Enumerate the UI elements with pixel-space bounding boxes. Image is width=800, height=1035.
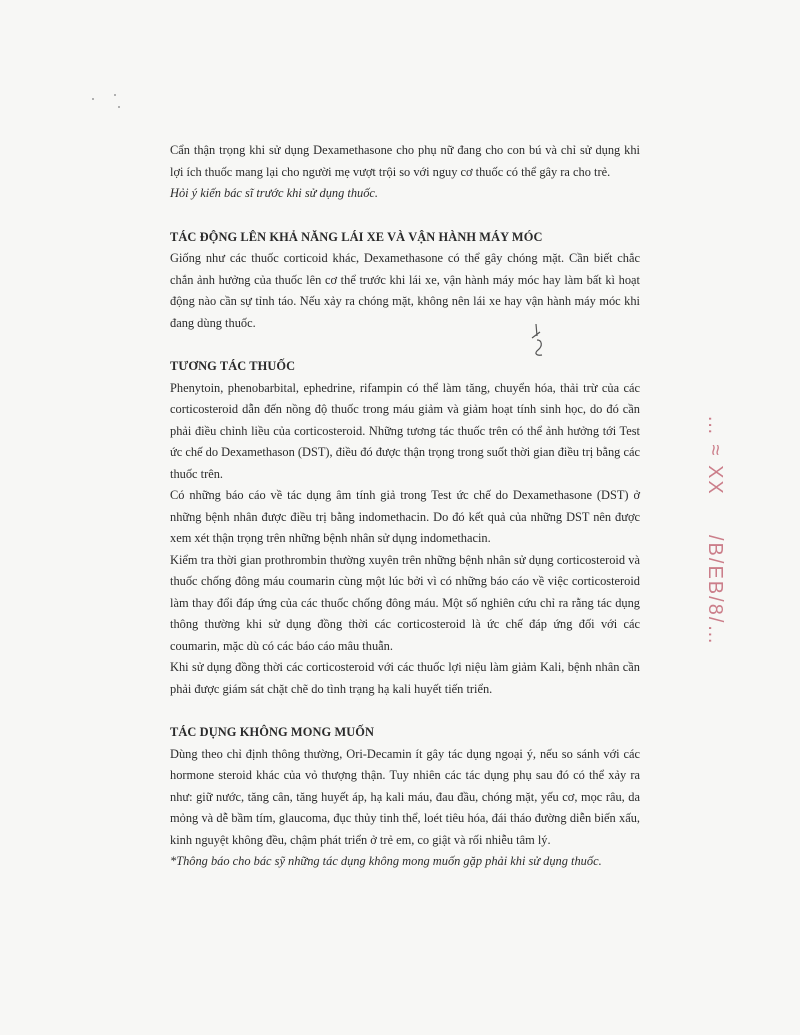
- section-title-driving: TÁC ĐỘNG LÊN KHẢ NĂNG LÁI XE VÀ VẬN HÀNH MÁY MÓC: [170, 229, 543, 244]
- intro-paragraph: Cẩn thận trọng khi sử dụng Dexamethasone cho phụ nữ đang cho con bú và chỉ sử dụng khi lợi ích thuốc mang lại cho người mẹ vượt trội so với nguy cơ thuốc có thể gây ra cho trẻ.: [170, 143, 640, 179]
- intro-note: Hỏi ý kiến bác sĩ trước khi sử dụng thuốc.: [170, 186, 379, 200]
- section-title-interactions: TƯƠNG TÁC THUỐC: [170, 359, 296, 373]
- stamp-text-bottom: /B/EB/8/…: [704, 535, 726, 647]
- section-paragraph: Phenytoin, phenobarbital, ephedrine, rifampin có thể làm tăng, chuyển hóa, thải trừ của các corticosteroid dẫn đến nồng độ thuốc trong máu giảm và giảm hoạt tính sinh học, do đó cần phải điều chỉnh liều của corticosteroid. Những tương tác thuốc trên có thể ảnh hưởng tới Test ức chế do Dexamethason (DST), điều đó được thận trọng trong suốt thời gian điều trị bằng các thuốc trên.: [170, 380, 640, 481]
- section-title-side-effects: TÁC DỤNG KHÔNG MONG MUỐN: [170, 725, 375, 739]
- section-paragraph: Kiểm tra thời gian prothrombin thường xuyên trên những bệnh nhân sử dụng corticosteroid và thuốc chống đông máu coumarin cùng một lúc bởi vì có những báo cáo về việc corticosteroid làm thay đổi đáp ứng của các thuốc chống đông máu. Một số nghiên cứu chỉ ra rằng tác dụng thông thường khi sử dụng đồng thời các corticosteroid là ức chế đáp ứng đối với các coumarin, mặc dù có các báo cáo mâu thuẫn.: [170, 552, 640, 653]
- section-paragraph: Dùng theo chỉ định thông thường, Ori-Decamin ít gây tác dụng ngoại ý, nếu so sánh với các hormone steroid khác của vỏ thượng thận. Tuy nhiên các tác dụng phụ sau đó có thể xảy ra như: giữ nước, tăng cân, tăng huyết áp, hạ kali máu, đau đầu, chóng mặt, yếu cơ, mọc râu, da mỏng và dễ bầm tím, glaucoma, đục thủy tinh thể, loét tiêu hóa, đái tháo đường diễn biến xấu, kinh nguyệt không đều, chậm phát triển ở trẻ em, co giật và rối nhiễu tâm lý.: [170, 746, 640, 847]
- margin-stamp: [700, 415, 728, 665]
- scan-speck: [118, 106, 120, 108]
- section-paragraph: Khi sử dụng đồng thời các corticosteroid với các thuốc lợi niệu làm giảm Kali, bệnh nhân cần phải được giám sát chặt chẽ do tình trạng hạ kali huyết tiến triển.: [170, 660, 640, 696]
- section-paragraph: Giống như các thuốc corticoid khác, Dexamethasone có thể gây chóng mặt. Cần biết chắc chắn ảnh hưởng của thuốc lên cơ thể trước khi lái xe, vận hành máy móc hay làm bất kì hoạt động nào cần sự tỉnh táo. Nếu xảy ra chóng mặt, không nên lái xe hay vận hành máy móc khi đang dùng thuốc.: [170, 251, 640, 330]
- stamp-text-top: … ≈ XX: [704, 415, 726, 496]
- section-paragraph: Có những báo cáo về tác dụng âm tính giả trong Test ức chế do Dexamethasone (DST) ở những bệnh nhân được điều trị bằng indomethacin. Do đó kết quả của những DST nên được xem xét thận trọng trên những bệnh nhân sử dụng indomethacin.: [170, 488, 640, 545]
- side-effects-note: *Thông báo cho bác sỹ những tác dụng không mong muốn gặp phải khi sử dụng thuốc.: [170, 854, 602, 868]
- document-body: [170, 140, 640, 873]
- handwritten-mark: [528, 322, 552, 362]
- scan-speck: [92, 98, 94, 100]
- scan-speck: [114, 94, 116, 96]
